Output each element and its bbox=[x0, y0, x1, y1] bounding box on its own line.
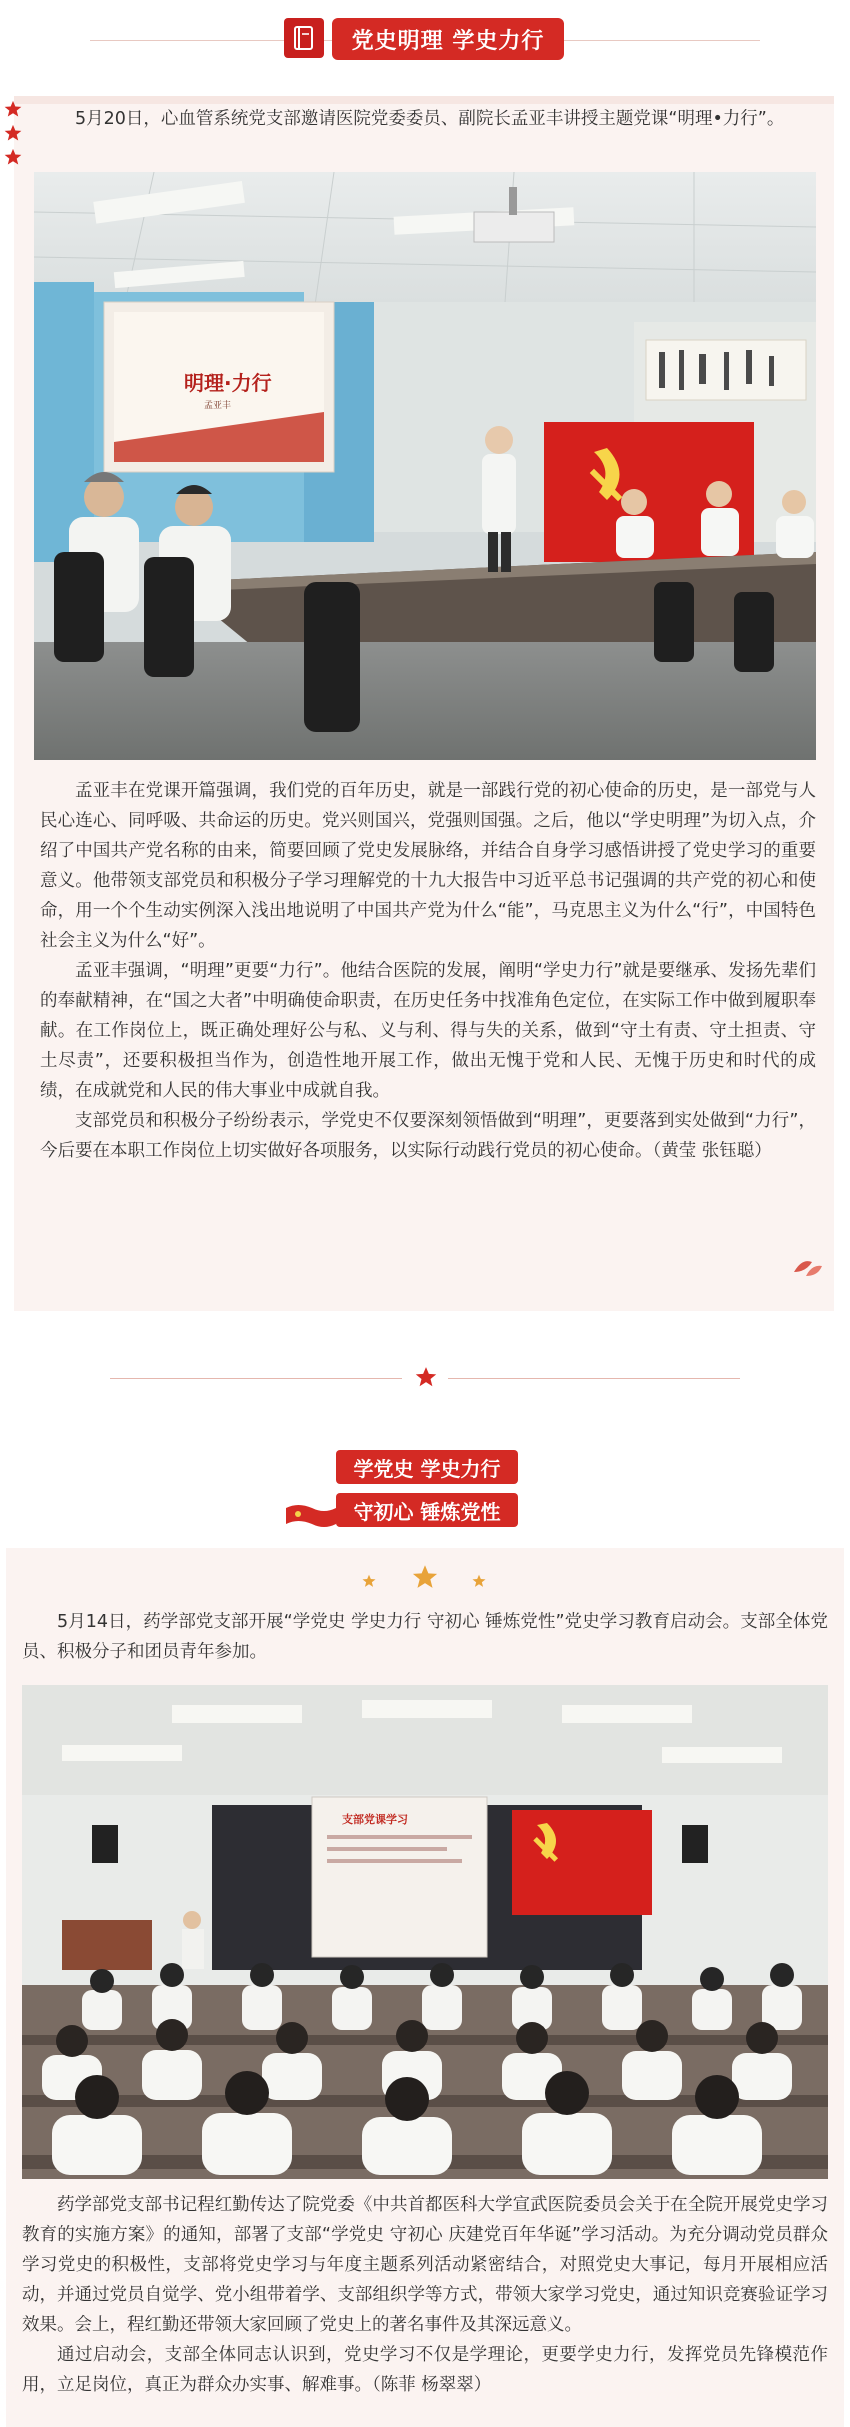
section1-paragraph: 孟亚丰在党课开篇强调，我们党的百年历史，就是一部践行党的初心使命的历史，是一部党与人民心连心、同呼吸、共命运的历史。党兴则国兴，党强则国强。之后，他以“学史明理”为切入点，介绍了中国共产党名称的由来，简要回顾了党史发展脉络，并结合自身学习感悟讲授了党史学习的重要意义。他带领支部党员和积极分子学习理解党的十九大报告中习近平总书记强调的共产党的初心和使命，用一个个生动实例深入浅出地说明了中国共产党为什么“能”，马克思主义为什么“行”，中国特色社会主义为什么“好”。 bbox=[40, 781, 816, 951]
section1-paragraph: 孟亚丰强调，“明理”更要“力行”。他结合医院的发展，阐明“学史力行”就是要继承、发扬先辈们的奉献精神，在“国之大者”中明确使命职责，在历史任务中找准角色定位，在实际工作中做到履职奉献。在工作岗位上，既正确处理好公与私、义与利、得与失的关系，做到“守土有责、守土担责、守土尽责”，还要积极担当作为，创造性地开展工作，做出无愧于党和人民、无愧于历史和时代的成绩，在成就党和人民的伟大事业中成就自我。 bbox=[40, 961, 816, 1101]
section1-intro: 5月20日，心血管系统党支部邀请医院党委委员、副院长孟亚丰讲授主题党课“明理•力行”。 bbox=[75, 109, 785, 129]
section2-intro: 5月14日，药学部党支部开展“学党史 学史力行 守初心 锤炼党性”党史学习教育启动会。支部全体党员、积极分子和团员青年参加。 bbox=[22, 1612, 828, 1662]
slide-title: 明理·力行 bbox=[184, 371, 272, 395]
section2-paragraph: 药学部党支部书记程红勤传达了院党委《中共首都医科大学宣武医院委员会关于在全院开展党史学习教育的实施方案》的通知，部署了支部“学党史 守初心 庆建党百年华诞”学习活动。为充分调动党员群众学习党史的积极性，支部将党史学习与年度主题系列活动紧密结合，对照党史大事记，每月开展相应活动，并通过党员自觉学、党小组带着学、支部组织学等方式，带领大家学习党史，通过知识竞赛验证学习效果。会上，程红勤还带领大家回顾了党史上的著名事件及其深远意义。 bbox=[22, 2195, 828, 2335]
meeting-photo bbox=[22, 1685, 828, 2179]
slide2-title: 支部党课学习 bbox=[342, 1813, 408, 1826]
star-icon bbox=[4, 124, 22, 142]
leaf-decoration-icon bbox=[790, 1250, 824, 1284]
section1-body bbox=[40, 776, 816, 1166]
star-icon bbox=[4, 100, 22, 118]
stars-decoration bbox=[350, 1560, 500, 1600]
section1-paragraph: 支部党员和积极分子纷纷表示，学党史不仅要深刻领悟做到“明理”，更要落到实处做到“力行”，今后要在本职工作岗位上切实做好各项服务，以实际行动践行党员的初心使命。（黄莹 张钰聪） bbox=[40, 1111, 816, 1161]
star-icon bbox=[4, 148, 22, 166]
book-icon bbox=[284, 18, 324, 58]
flag-icon bbox=[284, 1500, 338, 1534]
side-stars bbox=[4, 100, 26, 172]
section1-card-band bbox=[14, 96, 834, 104]
section2-title-line2: 守初心 锤炼党性 bbox=[336, 1493, 518, 1527]
star-icon bbox=[415, 1366, 437, 1392]
section2-body bbox=[22, 2190, 828, 2400]
section2-paragraph: 通过启动会，支部全体同志认识到，党史学习不仅是学理论，更要学史力行，发挥党员先锋模范作用，立足岗位，真正为群众办实事、解难事。（陈菲 杨翠翠） bbox=[22, 2345, 828, 2395]
slide-subtitle: 孟亚丰 bbox=[204, 401, 232, 411]
divider-line bbox=[110, 1378, 402, 1379]
divider-line bbox=[448, 1378, 740, 1379]
lecture-photo bbox=[34, 172, 816, 760]
section2-title-line1: 学党史 学史力行 bbox=[336, 1450, 518, 1484]
section1-title: 党史明理 学史力行 bbox=[332, 18, 564, 60]
